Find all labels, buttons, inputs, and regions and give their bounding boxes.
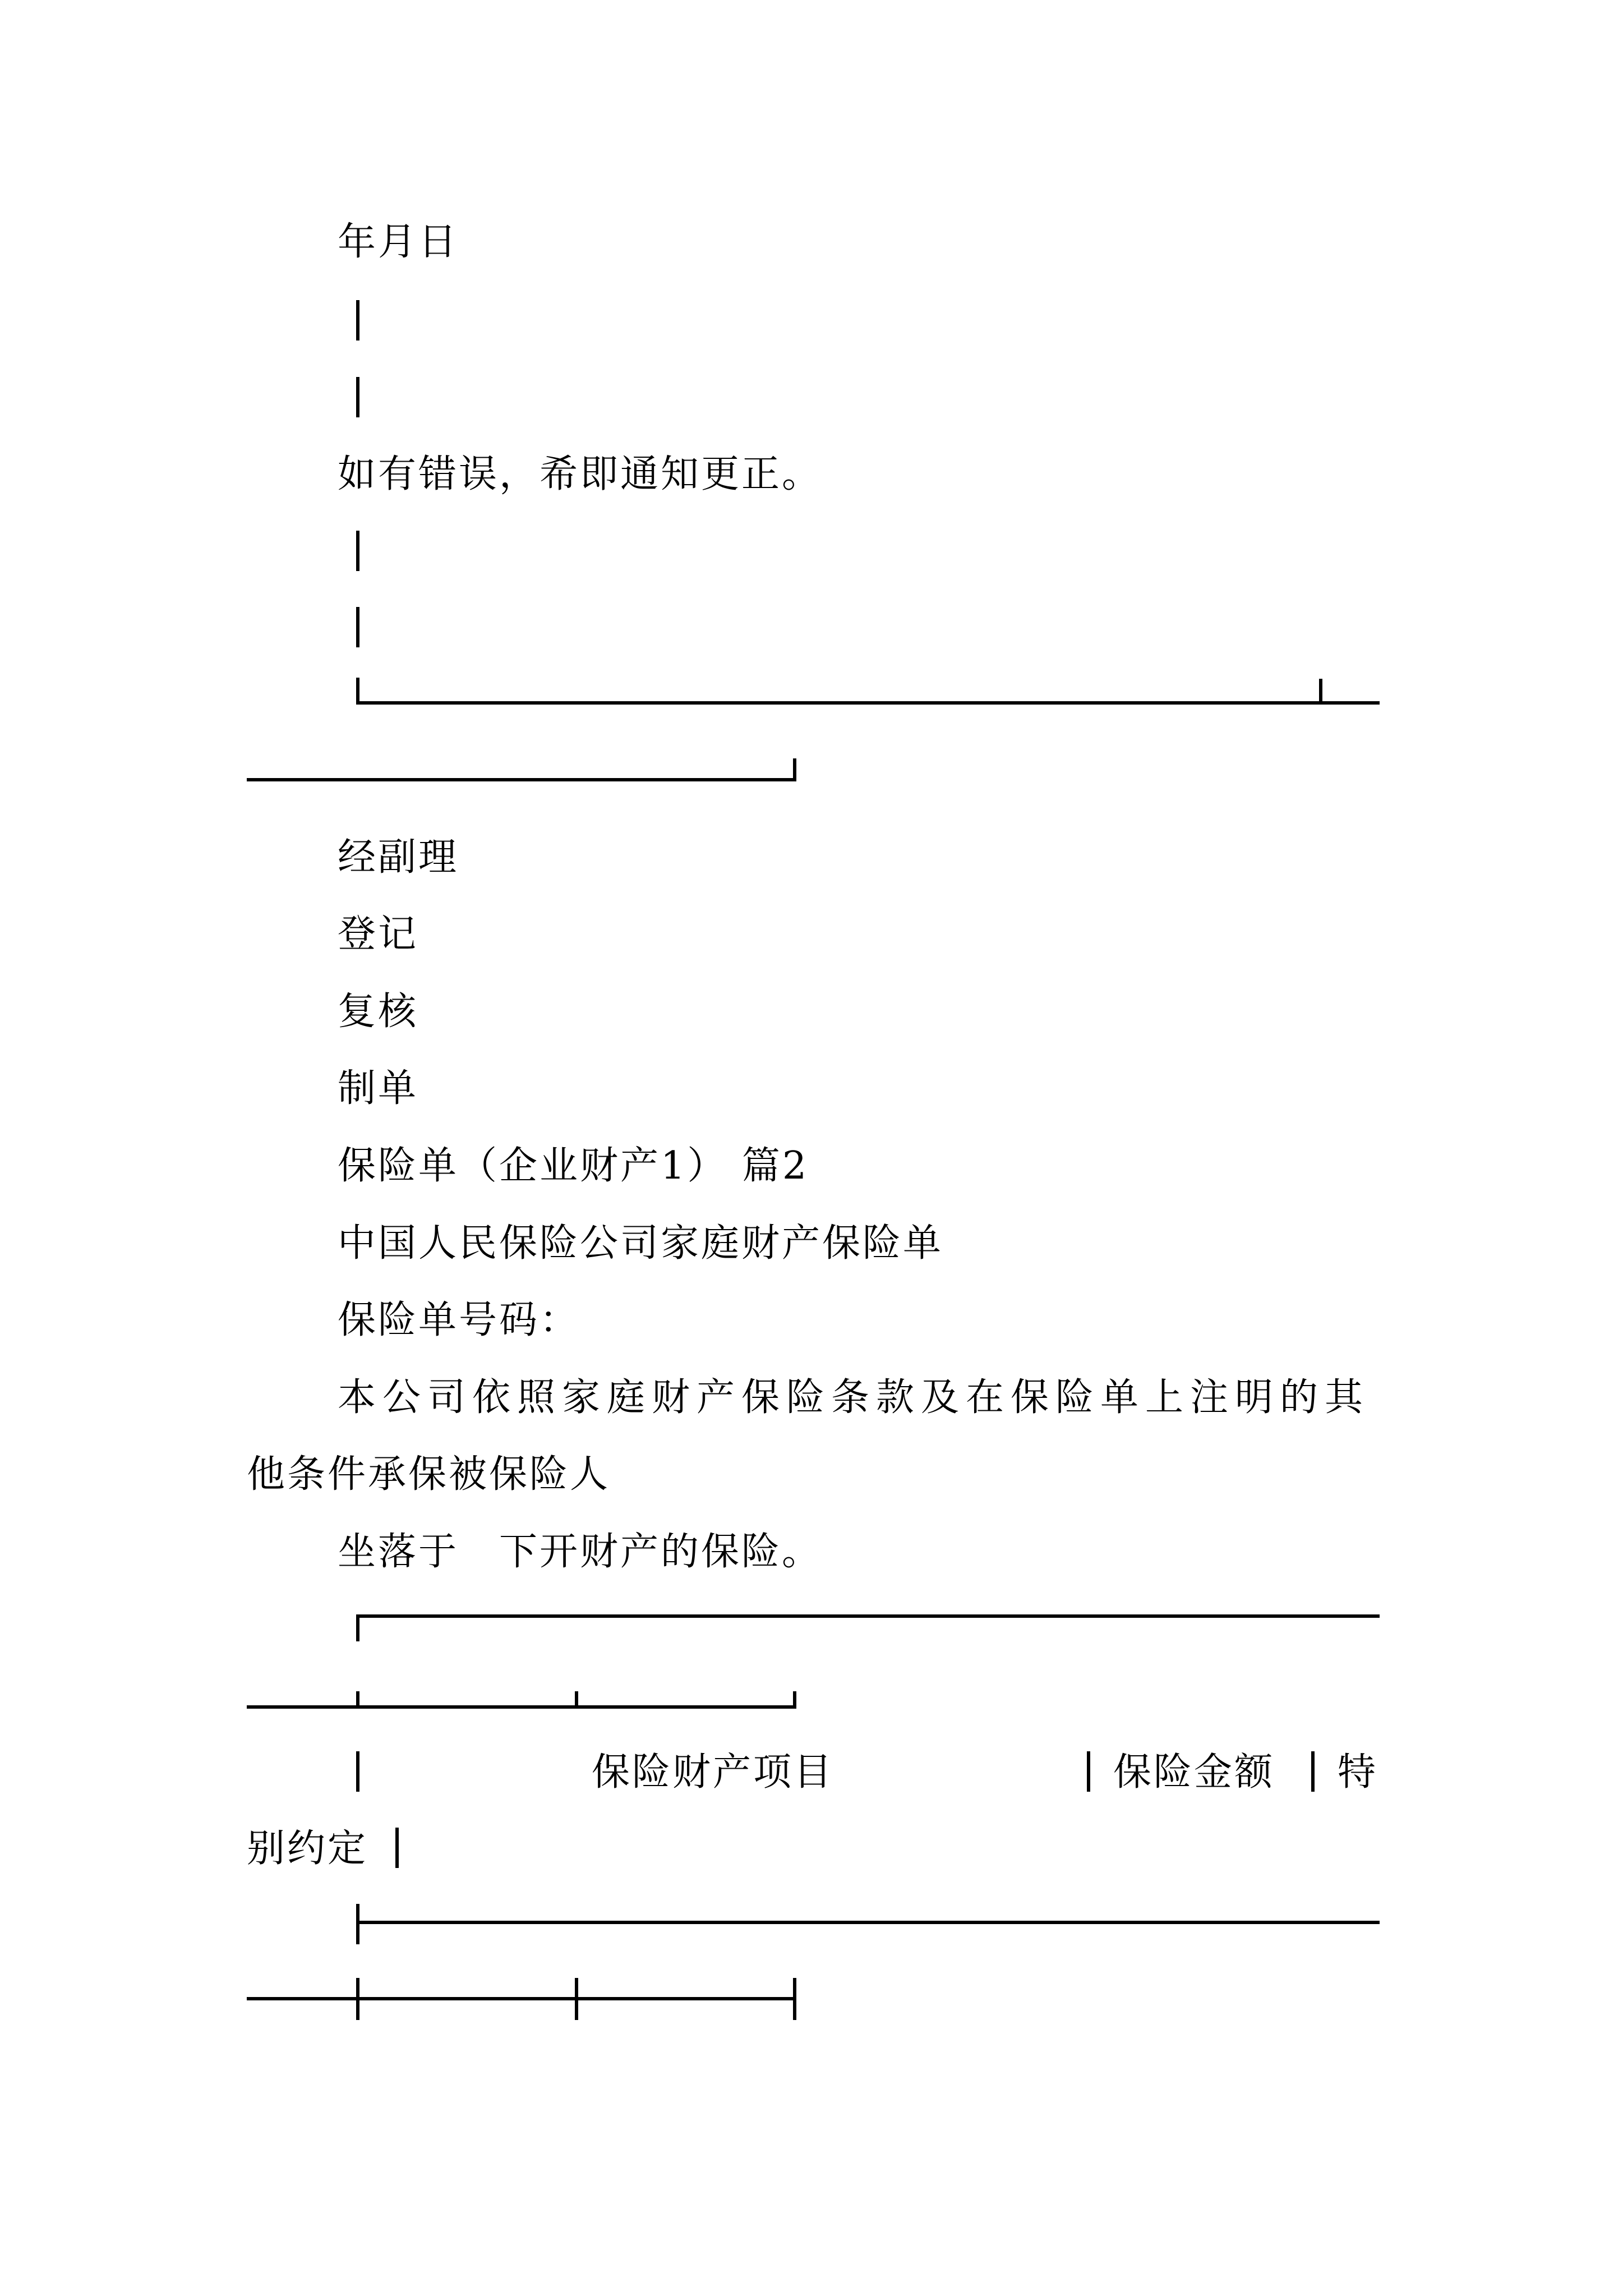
table-column-tick <box>356 1691 359 1709</box>
header-insured-items: 保险财产项目 <box>592 1750 834 1795</box>
table-border-vertical <box>356 607 359 647</box>
table-border-vertical <box>1311 1751 1315 1792</box>
table-corner-top-left <box>356 1614 359 1641</box>
manager-label: 经副理 <box>338 835 459 880</box>
table-border-vertical <box>356 1751 359 1792</box>
header-special-agreement-part1: 特 <box>1338 1750 1378 1795</box>
register-label: 登记 <box>338 912 419 956</box>
table-corner-top-right <box>793 1691 796 1709</box>
table-border-vertical <box>395 1828 399 1868</box>
table-border-bottom <box>356 701 1380 705</box>
table-column-tick <box>575 1691 578 1709</box>
table-separator-continued <box>247 1997 796 2000</box>
intro-line-2: 他条件承保被保险人 <box>247 1452 611 1497</box>
section-heading: 保险单（企业财产1） 篇2 <box>338 1144 809 1188</box>
date-label: 年月日 <box>338 220 459 264</box>
header-insured-amount: 保险金额 <box>1113 1750 1275 1795</box>
table-junction <box>356 1978 359 2020</box>
header-special-agreement-part2: 别约定 <box>247 1826 368 1871</box>
table-border-vertical <box>356 531 359 571</box>
table-border-vertical <box>356 300 359 341</box>
table-border-vertical <box>356 377 359 417</box>
table-border-top-continued <box>247 1705 796 1709</box>
table-border-bottom-continued <box>247 778 796 781</box>
table-border-top <box>356 1614 1380 1618</box>
table-corner-left <box>356 678 359 705</box>
table-junction <box>575 1978 578 2020</box>
intro-line-1: 本公司依照家庭财产保险条款及在保险单上注明的其 <box>338 1375 1370 1420</box>
company-title: 中国人民保险公司家庭财产保险单 <box>338 1221 944 1266</box>
table-junction <box>1319 679 1322 705</box>
prepare-label: 制单 <box>338 1066 419 1111</box>
table-corner-right <box>793 758 796 781</box>
review-label: 复核 <box>338 990 419 1034</box>
policy-number-label: 保险单号码： <box>338 1298 580 1342</box>
table-junction-right <box>793 1978 796 2020</box>
location-line: 坐落于 下开财产的保险。 <box>338 1530 823 1574</box>
table-junction-left <box>356 1904 359 1944</box>
table-separator <box>356 1921 1380 1924</box>
error-notice: 如有错误，希即通知更正。 <box>338 452 823 496</box>
table-border-vertical <box>1087 1751 1090 1792</box>
